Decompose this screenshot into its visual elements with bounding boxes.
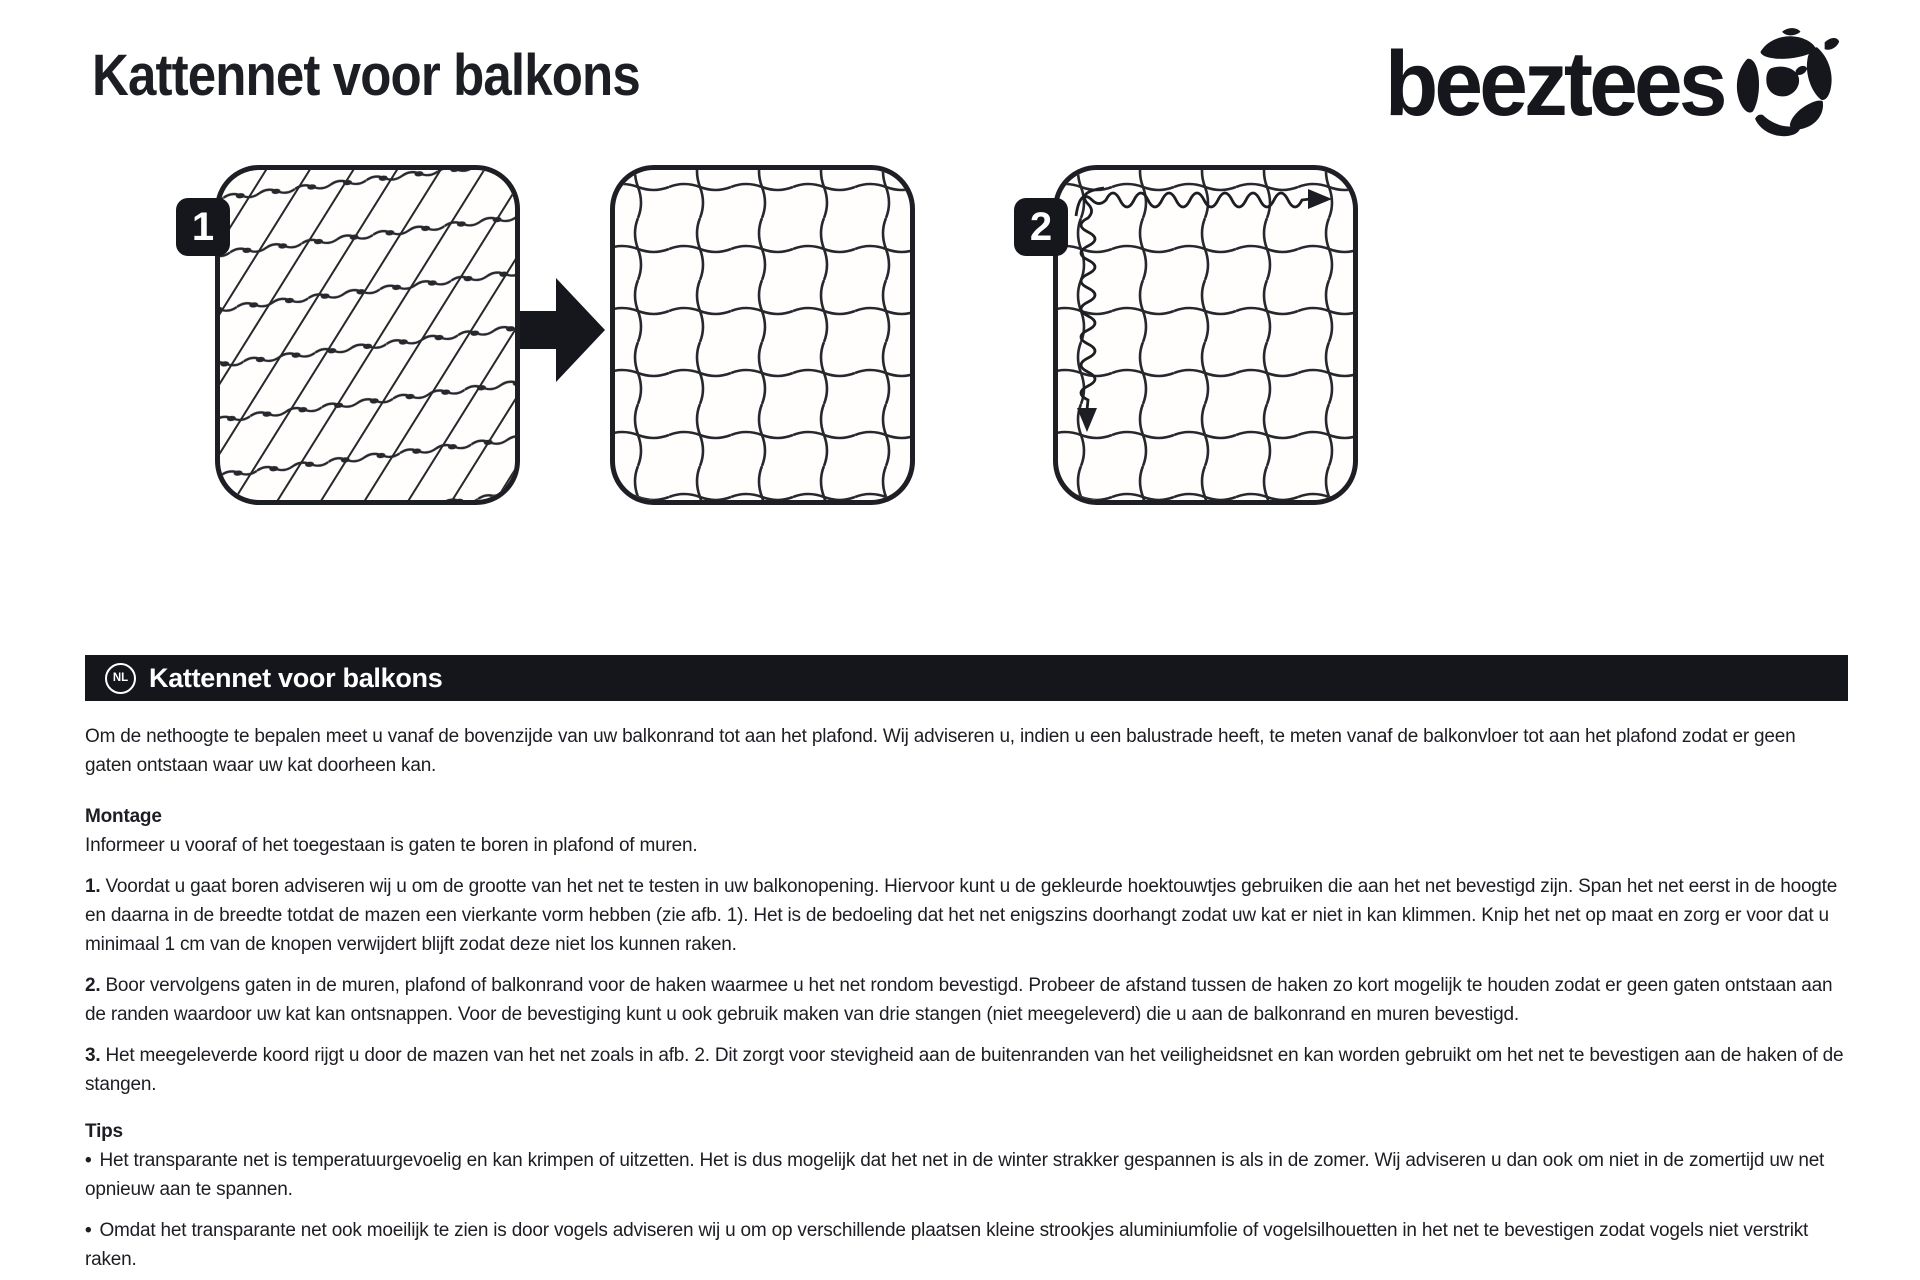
figure-1-badge: 1 (176, 198, 230, 256)
step-3-number: 3. (85, 1045, 101, 1066)
montage-heading: Montage (85, 806, 162, 827)
figure-net-square (610, 165, 915, 505)
tip-2 (85, 1216, 1847, 1274)
figure-net-diagonal (215, 165, 520, 505)
figures-row (0, 165, 1920, 505)
right-arrow-icon (520, 278, 605, 382)
tip-1-text: Het transparante net is temperatuurgevoelig en kan krimpen of uitzetten. Het is dus mogelijk dat het net in de winter strakker gespannen is als in de zomer. Wij adviseren u dan ook om niet in de zomertijd uw net opnieuw aan te spannen. (85, 1150, 1825, 1200)
step-1-text: Voordat u gaat boren adviseren wij u om de grootte van het net te testen in uw balkonopening. Hiervoor kunt u de gekleurde hoektouwtjes gebruiken die aan het net bevestigd zijn. Span het net eerst in de hoogte en daarna in de breedte totdat de mazen een vierkante vorm hebben (zie afb. 1). Het is de bedoeling dat het net enigszins doorhangt zodat uw kat er niet in kan klimmen. Knip het net op maat en zorg er voor dat u minimaal 1 cm van de knopen verwijdert blijft zodat deze niet los kunnen raken. (85, 876, 1838, 955)
step-1 (85, 872, 1847, 959)
language-section-bar (85, 655, 1848, 701)
step-2 (85, 971, 1847, 1029)
page-title: Kattennet voor balkons (92, 43, 640, 108)
tip-2-bullet: • (85, 1220, 92, 1241)
section-title: Kattennet voor balkons (149, 662, 443, 693)
figure-2-badge: 2 (1014, 198, 1068, 256)
tip-2-text: Omdat het transparante net ook moeilijk te zien is door vogels adviseren wij u om op verschillende plaatsen kleine strookjes aluminiumfolie of vogelsilhouetten in het net te bevestigen zodat vogels niet verstrikt raken. (85, 1220, 1809, 1270)
brand-logo-text: beeztees (1385, 33, 1724, 135)
step-2-number: 2. (85, 975, 101, 996)
brand-logo (1367, 26, 1844, 142)
step-3-text: Het meegeleverde koord rijgt u door de mazen van het net zoals in afb. 2. Dit zorgt voor stevigheid aan de buitenranden van het veiligheidsnet en kan worden gebruikt om het net te bevestigen aan de haken of de stangen. (85, 1045, 1844, 1095)
step-2-text: Boor vervolgens gaten in de muren, plafond of balkonrand voor de haken waarmee u het net rondom bevestigd. Probeer de afstand tussen de haken zo kort mogelijk te houden zodat er geen gaten ontstaan aan de randen waardoor uw kat kan ontsnappen. Voor de bevestiging kunt u ook gebruik maken van drie stangen (niet meegeleverd) die u aan de balkonrand en muren bevestigd. (85, 975, 1833, 1025)
montage-intro: Informeer u vooraf of het toegestaan is gaten te boren in plafond of muren. (85, 835, 698, 856)
step-1-number: 1. (85, 876, 101, 897)
intro-paragraph: Om de nethoogte te bepalen meet u vanaf de bovenzijde van uw balkonrand tot aan het plafond. Wij adviseren u, indien u een balustrade heeft, te meten vanaf de balkonvloer tot aan het plafond zodat er geen gaten ontstaan waar uw kat doorheen kan. (85, 726, 1796, 776)
animals-globe-icon (1728, 26, 1844, 142)
figure-net-with-cord (1053, 165, 1358, 505)
tip-1-bullet: • (85, 1150, 92, 1171)
step-3 (85, 1041, 1847, 1099)
body-text (85, 722, 1847, 1274)
tip-1 (85, 1146, 1847, 1204)
tips-heading: Tips (85, 1121, 123, 1142)
nl-circle-icon: NL (105, 663, 136, 694)
